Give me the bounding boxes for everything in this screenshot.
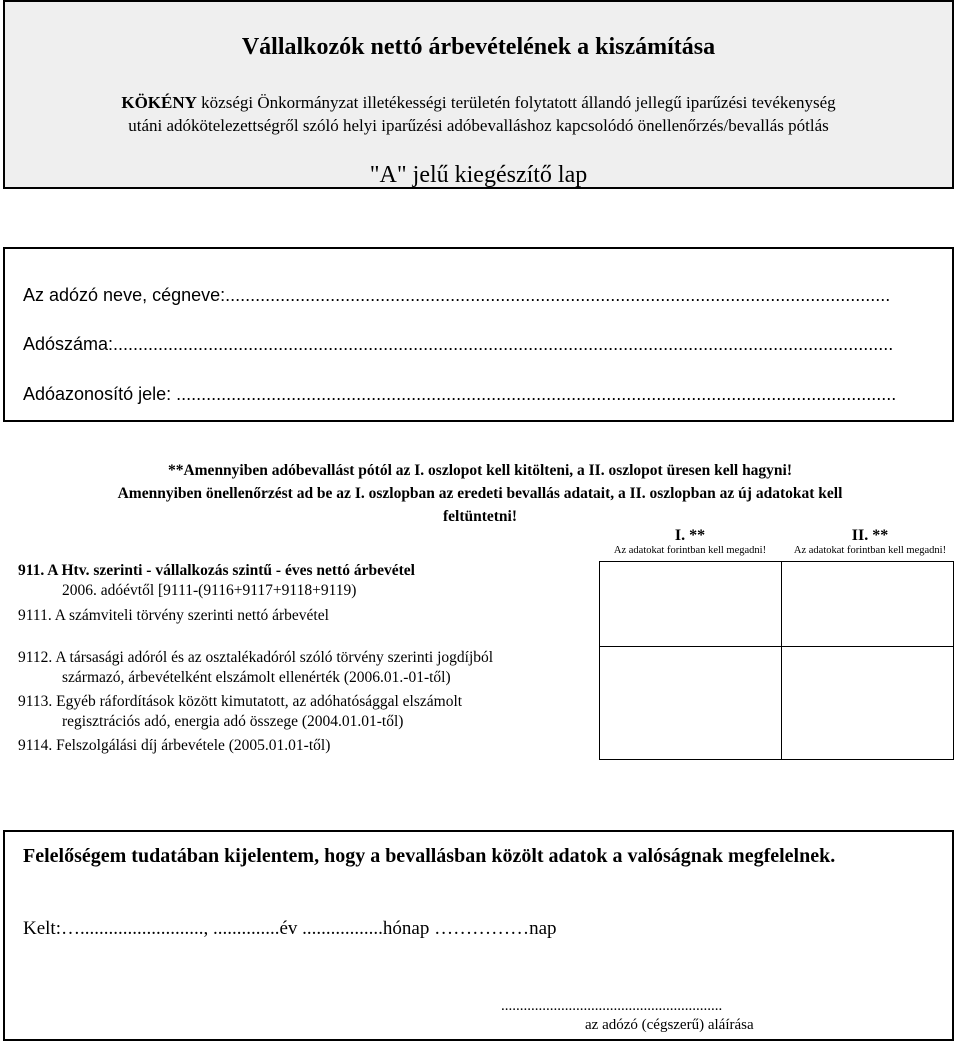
row-9112-label-2: származó, árbevételként elszámolt ellenérték (2006.01.-01-től) <box>62 669 451 686</box>
signature-label: az adózó (cégszerű) aláírása <box>585 1017 754 1033</box>
row-9112-col-2-input[interactable] <box>781 646 954 760</box>
tax-number-field[interactable]: Adószáma:............................................................................................................................................................ <box>23 334 894 354</box>
instruction-line-2: Amennyiben önellenőrzést ad be az I. oszlopban az eredeti bevallás adatait, a II. oszlopban az új adatokat kell <box>117 485 843 502</box>
form-intro <box>5 91 952 137</box>
instruction-line-1: **Amennyiben adóbevallást pótól az I. oszlopot kell kitölteni, a II. oszlopot üresen kell hagyni! <box>167 462 793 479</box>
row-9112 <box>18 648 493 688</box>
instruction-line-3: feltüntetni! <box>442 508 518 525</box>
column-header-2 <box>780 527 960 557</box>
column-1-title: I. ** <box>674 527 706 544</box>
column-2-title: II. ** <box>851 527 889 544</box>
row-9113 <box>18 692 462 732</box>
row-911-col-1-input[interactable] <box>599 561 782 647</box>
signature-line[interactable]: ........................................................... <box>501 998 723 1014</box>
row-9114-label: 9114. Felszolgálási díj árbevétele (2005.01.01-től) <box>18 737 331 754</box>
instructions <box>0 459 960 528</box>
form-title: Vállalkozók nettó árbevételének a kiszámítása <box>241 34 716 60</box>
municipality-name: KÖKÉNY <box>121 93 197 112</box>
row-911-label-2: 2006. adóévtől [9111-(9116+9117+9118+9119) <box>62 582 357 599</box>
taxpayer-box <box>3 247 954 422</box>
date-field[interactable]: Kelt:….........................., ..............év .................hónap ……………nap <box>23 918 557 939</box>
column-header-1 <box>600 527 780 557</box>
intro-line-2: utáni adókötelezettségről szóló helyi iparűzési adóbevalláshoz kapcsolódó önellenőrzés/bevallás pótlás <box>128 116 829 135</box>
row-9112-col-1-input[interactable] <box>599 646 782 760</box>
row-911-label: 911. A Htv. szerinti - vállalkozás szintű - éves nettó árbevétel <box>18 562 415 579</box>
taxpayer-name-field[interactable]: Az adózó neve, cégneve:..................................................................................................................................... <box>23 285 891 305</box>
form-subtitle: "A" jelű kiegészítő lap <box>369 162 588 188</box>
row-9113-label: 9113. Egyéb ráfordítások között kimutatott, az adóhatósággal elszámolt <box>18 693 463 710</box>
row-9112-label: 9112. A társasági adóról és az osztalékadóról szóló törvény szerinti jogdíjból <box>18 649 494 666</box>
declaration-text: Felelőségem tudatában kijelentem, hogy a bevallásban közölt adatok a valóságnak megfelelnek. <box>23 845 836 867</box>
column-1-note: Az adatokat forintban kell megadni! <box>613 545 767 556</box>
column-2-note: Az adatokat forintban kell megadni! <box>793 545 947 556</box>
declaration-box <box>3 830 954 1041</box>
tax-id-field[interactable]: Adóazonosító jele: ................................................................................................................................................ <box>23 384 897 404</box>
row-9113-label-2: regisztrációs adó, energia adó összege (2004.01.01-től) <box>62 713 404 730</box>
form-header <box>3 0 954 189</box>
row-9111-label: 9111. A számviteli törvény szerinti nettó árbevétel <box>18 607 329 624</box>
row-911-col-2-input[interactable] <box>781 561 954 647</box>
intro-line-1: községi Önkormányzat illetékességi területén folytatott állandó jellegű iparűzési tevékenység <box>196 93 836 112</box>
row-911 <box>18 561 415 601</box>
